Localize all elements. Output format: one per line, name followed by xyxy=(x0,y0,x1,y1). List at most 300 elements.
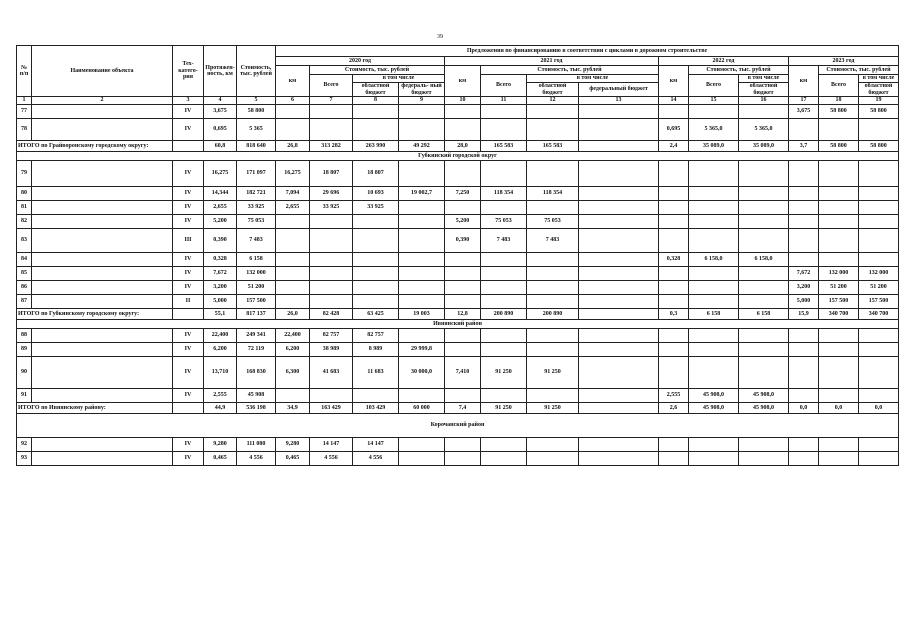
cell xyxy=(481,438,527,452)
table-row xyxy=(17,329,899,343)
cell xyxy=(739,105,789,119)
table-row xyxy=(17,105,899,119)
column-number: 15 xyxy=(689,97,739,105)
cell xyxy=(579,215,659,229)
cell xyxy=(276,295,310,309)
cell: 14 147 xyxy=(310,438,353,452)
cell xyxy=(276,229,310,253)
cell xyxy=(481,343,527,357)
cell: IV xyxy=(173,329,204,343)
header-cost-group: Стоимость, тыс. рублей xyxy=(689,66,789,75)
object-name xyxy=(32,343,173,357)
cell xyxy=(310,389,353,403)
cell: 2,655 xyxy=(204,201,237,215)
cell xyxy=(739,329,789,343)
cell: IV xyxy=(173,389,204,403)
cell xyxy=(859,389,899,403)
cell: 157 500 xyxy=(237,295,276,309)
cell: 91 250 xyxy=(527,357,579,389)
column-number: 6 xyxy=(276,97,310,105)
cell: 29 999,8 xyxy=(399,343,445,357)
table-row xyxy=(17,201,899,215)
cell xyxy=(527,267,579,281)
cell: 0,390 xyxy=(445,229,481,253)
cell xyxy=(445,281,481,295)
cell xyxy=(399,295,445,309)
cell xyxy=(276,119,310,141)
cell: 5,200 xyxy=(204,215,237,229)
cell xyxy=(527,438,579,452)
cell xyxy=(789,187,819,201)
object-name xyxy=(32,452,173,466)
cell: 171 097 xyxy=(237,161,276,187)
header-num: № п/п xyxy=(17,46,32,97)
cell: 11 683 xyxy=(353,357,399,389)
cell: 5,000 xyxy=(204,295,237,309)
cell xyxy=(659,452,689,466)
cell xyxy=(859,161,899,187)
cell: 3,675 xyxy=(789,105,819,119)
cell: 91 250 xyxy=(527,403,579,414)
cell xyxy=(353,253,399,267)
cell: 35 089,0 xyxy=(689,141,739,152)
header-cost-group: Стоимость, тыс. рублей xyxy=(819,66,899,75)
cell xyxy=(310,253,353,267)
header-incl: в том числе xyxy=(739,75,789,83)
row-number: 86 xyxy=(17,281,32,295)
cell: 0,0 xyxy=(859,403,899,414)
cell: 168 830 xyxy=(237,357,276,389)
cell: 118 354 xyxy=(527,187,579,201)
cell xyxy=(689,105,739,119)
cell xyxy=(310,267,353,281)
cell xyxy=(527,281,579,295)
table-row xyxy=(17,281,899,295)
cell xyxy=(481,389,527,403)
cell xyxy=(353,215,399,229)
cell xyxy=(859,229,899,253)
cell xyxy=(819,119,859,141)
cell: 7,410 xyxy=(445,357,481,389)
object-name xyxy=(32,105,173,119)
cell xyxy=(739,267,789,281)
cell: 200 890 xyxy=(481,309,527,320)
cell xyxy=(579,187,659,201)
cell: 7 483 xyxy=(481,229,527,253)
row-number: 83 xyxy=(17,229,32,253)
cell: 13,710 xyxy=(204,357,237,389)
cell: 7,250 xyxy=(445,187,481,201)
cell: IV xyxy=(173,281,204,295)
object-name xyxy=(32,229,173,253)
cell: 58 800 xyxy=(819,141,859,152)
cell xyxy=(819,389,859,403)
cell: 3,200 xyxy=(204,281,237,295)
header-regional: областной бюджет xyxy=(353,83,399,97)
cell: 157 500 xyxy=(859,295,899,309)
cell xyxy=(659,105,689,119)
cell: 2,655 xyxy=(276,201,310,215)
cell xyxy=(399,105,445,119)
header-incl: в том числе xyxy=(527,75,659,83)
cell: 75 053 xyxy=(481,215,527,229)
cell: 4 556 xyxy=(310,452,353,466)
cell: IV xyxy=(173,187,204,201)
cell: 38 989 xyxy=(310,343,353,357)
cell: 63 425 xyxy=(353,309,399,320)
cell xyxy=(659,215,689,229)
object-name xyxy=(32,161,173,187)
cell: 4 556 xyxy=(353,452,399,466)
column-number: 17 xyxy=(789,97,819,105)
cell xyxy=(579,389,659,403)
cell xyxy=(789,253,819,267)
cell: 132 000 xyxy=(859,267,899,281)
cell: 33 925 xyxy=(353,201,399,215)
row-number: 93 xyxy=(17,452,32,466)
cell: 0,328 xyxy=(204,253,237,267)
cell: 9,280 xyxy=(276,438,310,452)
cell: 35 089,0 xyxy=(739,141,789,152)
header-proposals: Предложения по финансированию в соответствии с циклами в дорожном строительстве xyxy=(276,46,899,57)
cell xyxy=(819,343,859,357)
cell: 0,695 xyxy=(659,119,689,141)
cell xyxy=(353,295,399,309)
header-total: Всего xyxy=(819,75,859,97)
cell: IV xyxy=(173,201,204,215)
cell xyxy=(859,329,899,343)
cell: 16,275 xyxy=(204,161,237,187)
cell xyxy=(789,357,819,389)
column-number: 4 xyxy=(204,97,237,105)
header-incl: в том числе xyxy=(859,75,899,83)
cell xyxy=(689,438,739,452)
cell xyxy=(399,389,445,403)
cell: 75 053 xyxy=(237,215,276,229)
cell xyxy=(579,343,659,357)
cell: 5,000 xyxy=(789,295,819,309)
cell: 58 800 xyxy=(859,141,899,152)
column-number: 1 xyxy=(17,97,32,105)
header-total: Всего xyxy=(310,75,353,97)
header-federal: федеральный бюджет xyxy=(579,83,659,97)
cell: IV xyxy=(173,119,204,141)
cell xyxy=(481,329,527,343)
cell xyxy=(579,357,659,389)
cell xyxy=(310,105,353,119)
cell xyxy=(739,229,789,253)
cell: 6 158 xyxy=(739,309,789,320)
header-name: Наименование объекта xyxy=(32,46,173,97)
header-km: км xyxy=(445,66,481,97)
cell: II xyxy=(173,295,204,309)
cell xyxy=(276,105,310,119)
cell xyxy=(859,452,899,466)
cell: 2,4 xyxy=(659,141,689,152)
cell: 6,200 xyxy=(204,343,237,357)
cell xyxy=(789,452,819,466)
cell xyxy=(789,343,819,357)
cell xyxy=(789,215,819,229)
cell xyxy=(173,309,204,320)
cell xyxy=(819,357,859,389)
cell xyxy=(445,161,481,187)
financing-table xyxy=(16,45,899,466)
cell xyxy=(353,229,399,253)
cell xyxy=(739,201,789,215)
cell: 7 483 xyxy=(237,229,276,253)
cell xyxy=(481,105,527,119)
cell: 818 640 xyxy=(237,141,276,152)
header-incl: в том числе xyxy=(353,75,445,83)
cell xyxy=(445,267,481,281)
cell: 3,7 xyxy=(789,141,819,152)
column-number: 19 xyxy=(859,97,899,105)
cell xyxy=(789,438,819,452)
cell: 182 721 xyxy=(237,187,276,201)
cell xyxy=(399,329,445,343)
cell xyxy=(353,281,399,295)
cell: 30 000,0 xyxy=(399,357,445,389)
cell: 263 990 xyxy=(353,141,399,152)
cell: 0,695 xyxy=(204,119,237,141)
cell xyxy=(789,119,819,141)
cell xyxy=(689,215,739,229)
column-number: 7 xyxy=(310,97,353,105)
cell xyxy=(353,105,399,119)
cell: 6 158 xyxy=(689,309,739,320)
cell xyxy=(659,295,689,309)
cell xyxy=(739,215,789,229)
object-name xyxy=(32,389,173,403)
cell: IV xyxy=(173,343,204,357)
cell xyxy=(579,161,659,187)
cell xyxy=(659,281,689,295)
row-number: 82 xyxy=(17,215,32,229)
table-row xyxy=(17,187,899,201)
cell: 200 890 xyxy=(527,309,579,320)
cell xyxy=(579,105,659,119)
cell xyxy=(310,229,353,253)
cell xyxy=(353,267,399,281)
cell xyxy=(353,389,399,403)
cell xyxy=(579,229,659,253)
cell: IV xyxy=(173,267,204,281)
cell: IV xyxy=(173,215,204,229)
cell: 9,280 xyxy=(204,438,237,452)
cell xyxy=(276,253,310,267)
cell: IV xyxy=(173,452,204,466)
column-number: 9 xyxy=(399,97,445,105)
cell xyxy=(481,281,527,295)
column-number: 18 xyxy=(819,97,859,105)
cell: 340 700 xyxy=(859,309,899,320)
cell xyxy=(789,389,819,403)
cell xyxy=(527,119,579,141)
cell: 7,4 xyxy=(445,403,481,414)
cell xyxy=(819,329,859,343)
cell xyxy=(689,229,739,253)
page-number: 39 xyxy=(437,34,443,40)
cell: 58 800 xyxy=(859,105,899,119)
header-federal: федераль- ный бюджет xyxy=(399,83,445,97)
cell: 82 428 xyxy=(310,309,353,320)
section-title: Корочанский район xyxy=(17,414,899,438)
cell: 7,672 xyxy=(789,267,819,281)
cell xyxy=(481,452,527,466)
cell xyxy=(859,253,899,267)
cell xyxy=(739,452,789,466)
row-number: 87 xyxy=(17,295,32,309)
table-row xyxy=(17,357,899,389)
cell xyxy=(445,105,481,119)
cell xyxy=(481,253,527,267)
cell xyxy=(689,281,739,295)
cell: 51 200 xyxy=(819,281,859,295)
cell xyxy=(819,253,859,267)
cell xyxy=(399,253,445,267)
column-number: 10 xyxy=(445,97,481,105)
cell: 58 800 xyxy=(237,105,276,119)
object-name xyxy=(32,295,173,309)
cell: 19 003 xyxy=(399,309,445,320)
cell: 15,9 xyxy=(789,309,819,320)
object-name xyxy=(32,267,173,281)
cell xyxy=(659,357,689,389)
header-category: Тех- катего- рия xyxy=(173,46,204,97)
section-title: Губкинский городской округ xyxy=(17,152,899,161)
cell xyxy=(819,161,859,187)
cell: IV xyxy=(173,438,204,452)
row-number: 78 xyxy=(17,119,32,141)
cell: 45 908,0 xyxy=(739,389,789,403)
cell: 103 429 xyxy=(353,403,399,414)
cell xyxy=(819,452,859,466)
cell xyxy=(579,141,659,152)
row-number: 91 xyxy=(17,389,32,403)
cell: 14 147 xyxy=(353,438,399,452)
cell: 51 200 xyxy=(237,281,276,295)
column-number: 13 xyxy=(579,97,659,105)
column-numbers-row xyxy=(17,97,899,105)
cell: 111 080 xyxy=(237,438,276,452)
object-name xyxy=(32,253,173,267)
cell: 91 250 xyxy=(481,403,527,414)
header-year-2020: 2020 год xyxy=(276,57,445,66)
header-cost-group: Стоимость, тыс. рублей xyxy=(481,66,659,75)
cell xyxy=(481,119,527,141)
cell: 7,094 xyxy=(276,187,310,201)
cell xyxy=(739,281,789,295)
table-row xyxy=(17,389,899,403)
cell xyxy=(789,201,819,215)
table-row xyxy=(17,267,899,281)
header-km: км xyxy=(789,66,819,97)
object-name xyxy=(32,329,173,343)
cell: 28,0 xyxy=(445,141,481,152)
cell: 5 365 xyxy=(237,119,276,141)
cell xyxy=(859,438,899,452)
cell xyxy=(659,267,689,281)
total-row xyxy=(17,403,899,414)
cell xyxy=(527,343,579,357)
column-number: 2 xyxy=(32,97,173,105)
cell xyxy=(739,161,789,187)
table-row xyxy=(17,295,899,309)
cell: 12,8 xyxy=(445,309,481,320)
cell: 6,300 xyxy=(276,357,310,389)
cell: 0,3 xyxy=(659,309,689,320)
cell xyxy=(689,452,739,466)
cell xyxy=(819,438,859,452)
cell: 6 158 xyxy=(237,253,276,267)
cell xyxy=(739,295,789,309)
cell: IV xyxy=(173,253,204,267)
cell xyxy=(527,452,579,466)
cell: IV xyxy=(173,357,204,389)
cell: 29 696 xyxy=(310,187,353,201)
cell xyxy=(481,201,527,215)
cell xyxy=(527,295,579,309)
cell xyxy=(789,161,819,187)
cell xyxy=(859,357,899,389)
cell xyxy=(445,201,481,215)
cell: 0,0 xyxy=(819,403,859,414)
cell: 7 483 xyxy=(527,229,579,253)
cell xyxy=(445,452,481,466)
cell xyxy=(276,281,310,295)
cell: 45 908,0 xyxy=(689,403,739,414)
cell xyxy=(527,389,579,403)
section-row xyxy=(17,414,899,438)
total-label: ИТОГО по Грайворонскому городскому округу: xyxy=(17,141,173,152)
cell xyxy=(276,267,310,281)
header-km: км xyxy=(659,66,689,97)
cell: 817 137 xyxy=(237,309,276,320)
cell: 3,675 xyxy=(204,105,237,119)
table-row xyxy=(17,119,899,141)
object-name xyxy=(32,215,173,229)
cell xyxy=(276,389,310,403)
row-number: 85 xyxy=(17,267,32,281)
table-row xyxy=(17,253,899,267)
cell xyxy=(659,229,689,253)
cell xyxy=(445,329,481,343)
cell: 5 365,0 xyxy=(739,119,789,141)
cell: 82 757 xyxy=(310,329,353,343)
cell xyxy=(659,201,689,215)
column-number: 12 xyxy=(527,97,579,105)
cell: III xyxy=(173,229,204,253)
cell xyxy=(310,295,353,309)
cell: IV xyxy=(173,161,204,187)
cell: 313 282 xyxy=(310,141,353,152)
cell xyxy=(481,161,527,187)
cell xyxy=(579,281,659,295)
cell: 26,0 xyxy=(276,309,310,320)
cell xyxy=(276,215,310,229)
cell xyxy=(527,161,579,187)
cell: 249 341 xyxy=(237,329,276,343)
cell: 14,344 xyxy=(204,187,237,201)
table-row xyxy=(17,161,899,187)
cell xyxy=(689,357,739,389)
column-number: 16 xyxy=(739,97,789,105)
cell xyxy=(859,343,899,357)
cell xyxy=(859,119,899,141)
cell xyxy=(819,187,859,201)
cell xyxy=(579,309,659,320)
